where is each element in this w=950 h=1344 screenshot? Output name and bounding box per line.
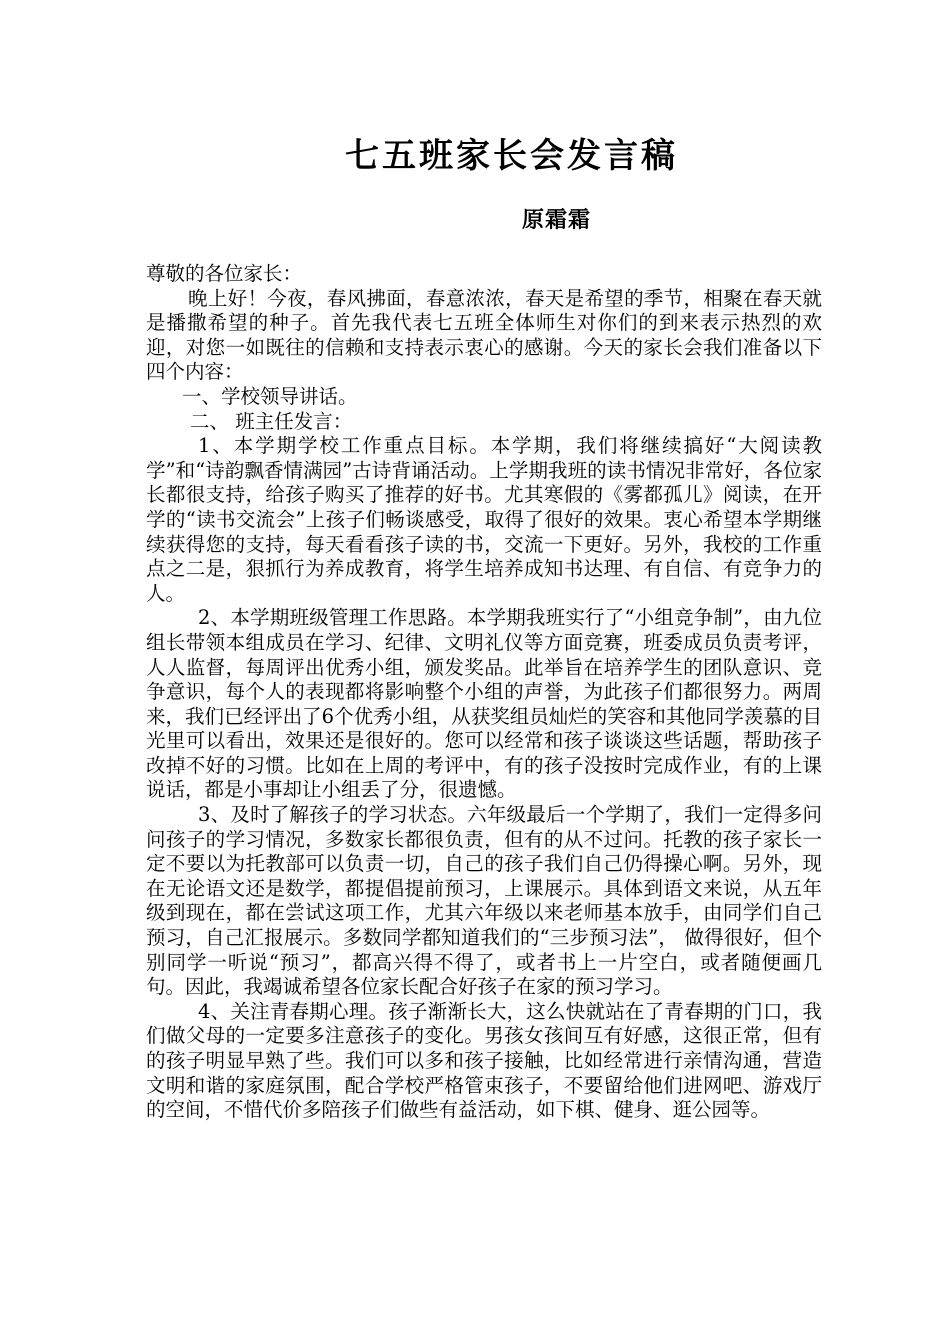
paragraph-point-1: 1、本学期学校工作重点目标。本学期，我们将继续搞好“大阅读教学”和“诗韵飘香情满园”古诗背诵活动。上学期我班的读书情况非常好，各位家长都很支持，给孩子购买了推荐的好书。尤其寒假的《雾都孤儿》阅读，在开学的“读书交流会”上孩子们畅谈感受，取得了很好的效果。衷心希望本学期继续获得您的支持，每天看看孩子读的书，交流一下更好。另外，我校的工作重点之二是，狠抓行为养成教育，将学生培养成知书达理、有自信、有竞争力的人。 — [146, 434, 822, 605]
document-title: 七五班家长会发言稿 — [345, 136, 678, 176]
salutation: 尊敬的各位家长： — [146, 262, 303, 285]
document-body — [146, 262, 822, 1123]
paragraph-point-4: 4、关注青春期心理。孩子渐渐长大，这么快就站在了青春期的门口，我们做父母的一定要多注意孩子的变化。男孩女孩间互有好感，这很正常，但有的孩子明显早熟了些。我们可以多和孩子接触，比如经常进行亲情沟通，营造文明和谐的家庭氛围，配合学校严格管束孩子，不要留给他们进网吧、游戏厅的空间，不惜代价多陪孩子们做些有益活动，如下棋、健身、逛公园等。 — [146, 999, 822, 1122]
paragraph-point-3: 3、及时了解孩子的学习状态。六年级最后一个学期了，我们一定得多问问孩子的学习情况，多数家长都很负责，但有的从不过问。托教的孩子家长一定不要以为托教部可以负责一切，自己的孩子我们自己仍得操心啊。另外，现在无论语文还是数学，都提倡提前预习，上课展示。具体到语文来说，从五年级到现在，都在尝试这项工作，尤其六年级以来老师基本放手，由同学们自己预习，自己汇报展示。多数同学都知道我们的“三步预习法”， 做得很好，但个别同学一听说“预习”，都高兴得不得了，或者书上一片空白，或者随便画几句。因此，我竭诚希望各位家长配合好孩子在家的预习学习。 — [146, 803, 822, 999]
document-author: 原霜霜 — [522, 207, 592, 233]
paragraph-greeting: 晚上好！今夜，春风拂面，春意浓浓，春天是希望的季节，相聚在春天就是播撒希望的种子。首先我代表七五班全体师生对你们的到来表示热烈的欢迎，对您一如既往的信赖和支持表示衷心的感谢。今天的家长会我们准备以下四个内容： — [146, 286, 822, 384]
paragraph-agenda-item-2: 二、 班主任发言： — [190, 409, 353, 433]
paragraph-agenda-item-1: 一、学校领导讲话。 — [182, 384, 358, 408]
paragraph-point-2: 2、本学期班级管理工作思路。本学期我班实行了“小组竞争制”，由九位组长带领本组成员在学习、纪律、文明礼仪等方面竞赛，班委成员负责考评，人人监督，每周评出优秀小组，颁发奖品。此举旨在培养学生的团队意识、竞争意识，每个人的表现都将影响整个小组的声誉，为此孩子们都很努力。两周来，我们已经评出了6个优秀小组，从获奖组员灿烂的笑容和其他同学羡慕的目光里可以看出，效果还是很好的。您可以经常和孩子谈谈这些话题，帮助孩子改掉不好的习惯。比如在上周的考评中，有的孩子没按时完成作业，有的上课说话，都是小事却让小组丢了分，很遗憾。 — [146, 606, 822, 802]
